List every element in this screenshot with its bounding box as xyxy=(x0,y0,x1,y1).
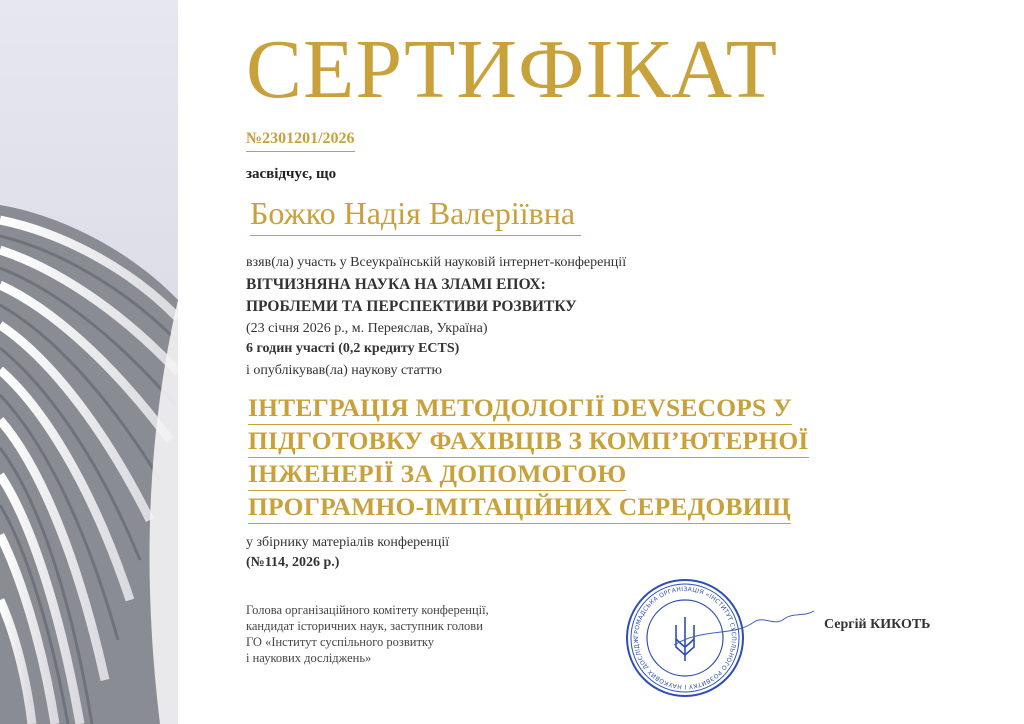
signatory-position-line: і наукових досліджень» xyxy=(246,651,372,665)
hours-text: 6 годин участі (0,2 кредиту ECTS) xyxy=(246,341,460,356)
certifies-text: засвідчує, що xyxy=(246,166,337,182)
article-title-line: ІНЖЕНЕРІЇ ЗА ДОПОМОГОЮ xyxy=(248,458,626,491)
date-place-text: (23 січня 2026 р., м. Переяслав, Україна) xyxy=(246,321,488,336)
signatory-position xyxy=(246,602,489,666)
conference-title-line: ВІТЧИЗНЯНА НАУКА НА ЗЛАМІ ЕПОХ: xyxy=(246,276,546,293)
article-title-line: ПРОГРАМНО-ІМІТАЦІЙНИХ СЕРЕДОВИЩ xyxy=(248,491,791,524)
certificate-content xyxy=(246,0,1016,724)
collection-issue: (№114, 2026 р.) xyxy=(246,555,340,570)
collection-info xyxy=(246,533,449,573)
official-stamp xyxy=(624,577,746,699)
certificate-number: №2301201/2026 xyxy=(246,130,355,152)
article-title xyxy=(248,392,848,524)
stamp-text: ГРОМАДСЬКА ОРГАНІЗАЦІЯ «ІНСТИТУТ СУСПІЛЬНОГО РОЗВИТКУ І НАУКОВИХ ДОСЛІДЖ xyxy=(632,585,738,691)
signatory-position-line: Голова організаційного комітету конференції, xyxy=(246,603,489,617)
signatory-name: Сергій КИКОТЬ xyxy=(824,617,931,632)
article-title-line: ПІДГОТОВКУ ФАХІВЦІВ З КОМП’ЮТЕРНОЇ xyxy=(248,425,809,458)
signatory-position-line: ГО «Інститут суспільного розвитку xyxy=(246,635,435,649)
published-text: і опублікував(ла) наукову статтю xyxy=(246,363,442,378)
signature-mark xyxy=(664,597,824,657)
collection-line: у збірнику матеріалів конференції xyxy=(246,535,450,550)
participation-text: взяв(ла) участь у Всеукраїнській науковій інтернет-конференції xyxy=(246,255,627,270)
conference-title xyxy=(246,274,577,318)
article-title-line: ІНТЕГРАЦІЯ МЕТОДОЛОГІЇ DEVSECOPS У xyxy=(248,392,792,425)
architecture-photo xyxy=(0,0,178,724)
certificate-title: СЕРТИФІКАТ xyxy=(246,23,779,116)
conference-title-line: ПРОБЛЕМИ ТА ПЕРСПЕКТИВИ РОЗВИТКУ xyxy=(246,298,577,315)
recipient-name: Божко Надія Валеріївна xyxy=(250,193,581,236)
signatory-position-line: кандидат історичних наук, заступник голови xyxy=(246,619,483,633)
